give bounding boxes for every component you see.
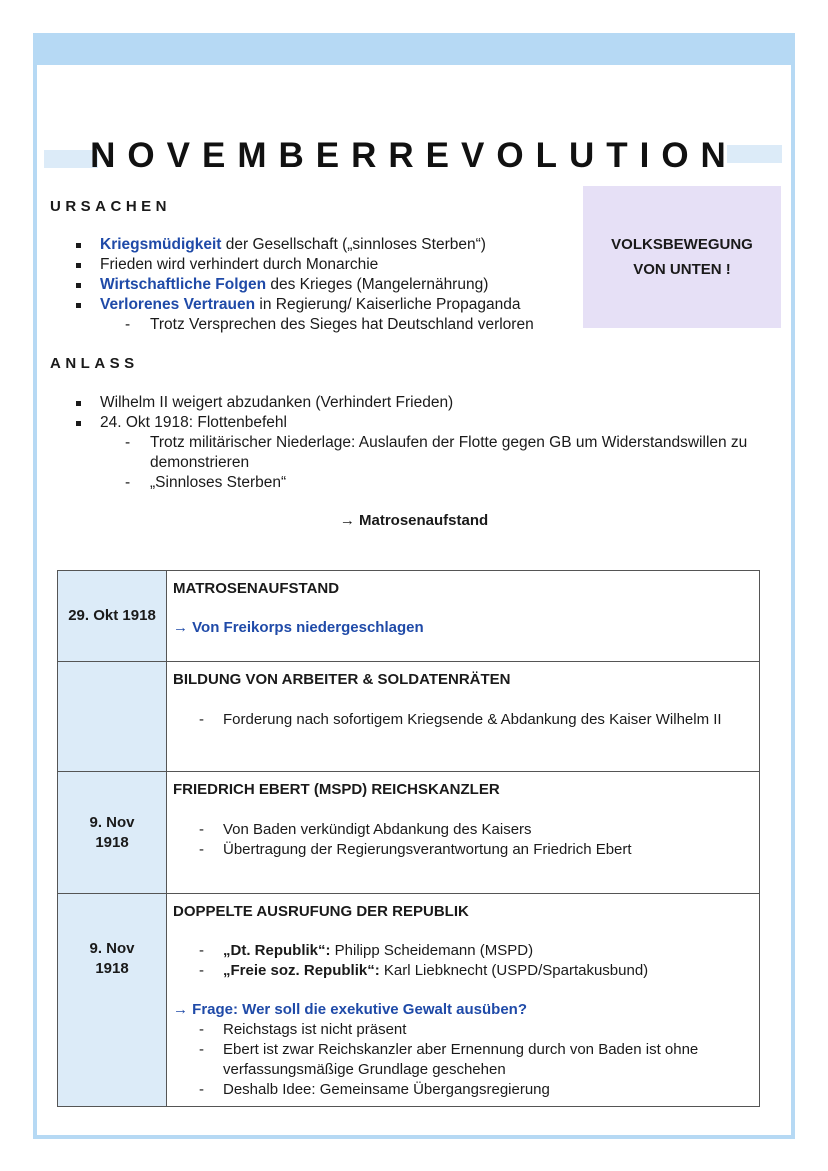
list-item: Wilhelm II weigert abzudanken (Verhindert Frieden) (72, 393, 782, 413)
event-title: MATROSENAUFSTAND (173, 580, 340, 597)
list-item: - „Dt. Republik“: Philipp Scheidemann (MSPD) (173, 941, 753, 961)
timeline-table (57, 570, 760, 1107)
sub-item: - „Sinnloses Sterben“ (72, 473, 782, 493)
table-row (58, 571, 760, 662)
event-question: → Frage: Wer soll die exekutive Gewalt ausüben? (173, 1001, 527, 1018)
anlass-heading: ANLASS (50, 355, 139, 372)
ursachen-list (72, 235, 534, 335)
list-item: Kriegsmüdigkeit der Gesellschaft („sinnloses Sterben“) (72, 235, 534, 255)
sub-item: - Trotz Versprechen des Sieges hat Deutschland verloren (72, 315, 534, 335)
content-cell (167, 772, 760, 894)
list-item: - Reichstags ist nicht präsent (173, 1020, 753, 1040)
volksbewegung-box (583, 186, 781, 328)
date-cell: 9. Nov 1918 (58, 772, 167, 894)
list-item: - Übertragung der Regierungsverantwortung an Friedrich Ebert (173, 840, 753, 860)
event-title: BILDUNG VON ARBEITER & SOLDATENRÄTEN (173, 671, 511, 688)
content-cell (167, 662, 760, 772)
table-row (58, 894, 760, 1107)
list-item: - Von Baden verkündigt Abdankung des Kaisers (173, 820, 753, 840)
date-cell: 9. Nov 1918 (58, 894, 167, 1107)
content-cell (167, 571, 760, 662)
event-title: FRIEDRICH EBERT (MSPD) REICHSKANZLER (173, 781, 500, 798)
list-item: Wirtschaftliche Folgen des Krieges (Mangelernährung) (72, 275, 534, 295)
list-item: - Deshalb Idee: Gemeinsame Übergangsregierung (173, 1080, 753, 1100)
event-result: → Von Freikorps niedergeschlagen (173, 619, 424, 636)
content-cell (167, 894, 760, 1107)
list-item: 24. Okt 1918: Flottenbefehl (72, 413, 782, 433)
volksbewegung-line1: VOLKSBEWEGUNG (611, 236, 753, 253)
list-item: - „Freie soz. Republik“: Karl Liebknecht (USPD/Spartakusbund) (173, 961, 753, 981)
date-cell (58, 662, 167, 772)
event-title: DOPPELTE AUSRUFUNG DER REPUBLIK (173, 903, 469, 920)
sub-item: - Trotz militärischer Niederlage: Auslaufen der Flotte gegen GB um Widerstandswillen zu demonstrieren (72, 433, 782, 473)
volksbewegung-line2: VON UNTEN ! (633, 261, 731, 278)
list-item: - Ebert ist zwar Reichskanzler aber Ernennung durch von Baden ist ohne verfassungsmäßige Grundlage geschehen (173, 1040, 753, 1080)
date-cell: 29. Okt 1918 (58, 571, 167, 662)
table-row (58, 772, 760, 894)
list-item: Frieden wird verhindert durch Monarchie (72, 255, 534, 275)
anlass-list (72, 393, 782, 493)
ursachen-heading: URSACHEN (50, 198, 172, 215)
anlass-result: → Matrosenaufstand (339, 512, 489, 529)
list-item: - Forderung nach sofortigem Kriegsende & Abdankung des Kaiser Wilhelm II (173, 710, 753, 730)
table-row (58, 662, 760, 772)
page-title: NOVEMBERREVOLUTION (90, 136, 738, 175)
list-item: Verlorenes Vertrauen in Regierung/ Kaiserliche Propaganda (72, 295, 534, 315)
